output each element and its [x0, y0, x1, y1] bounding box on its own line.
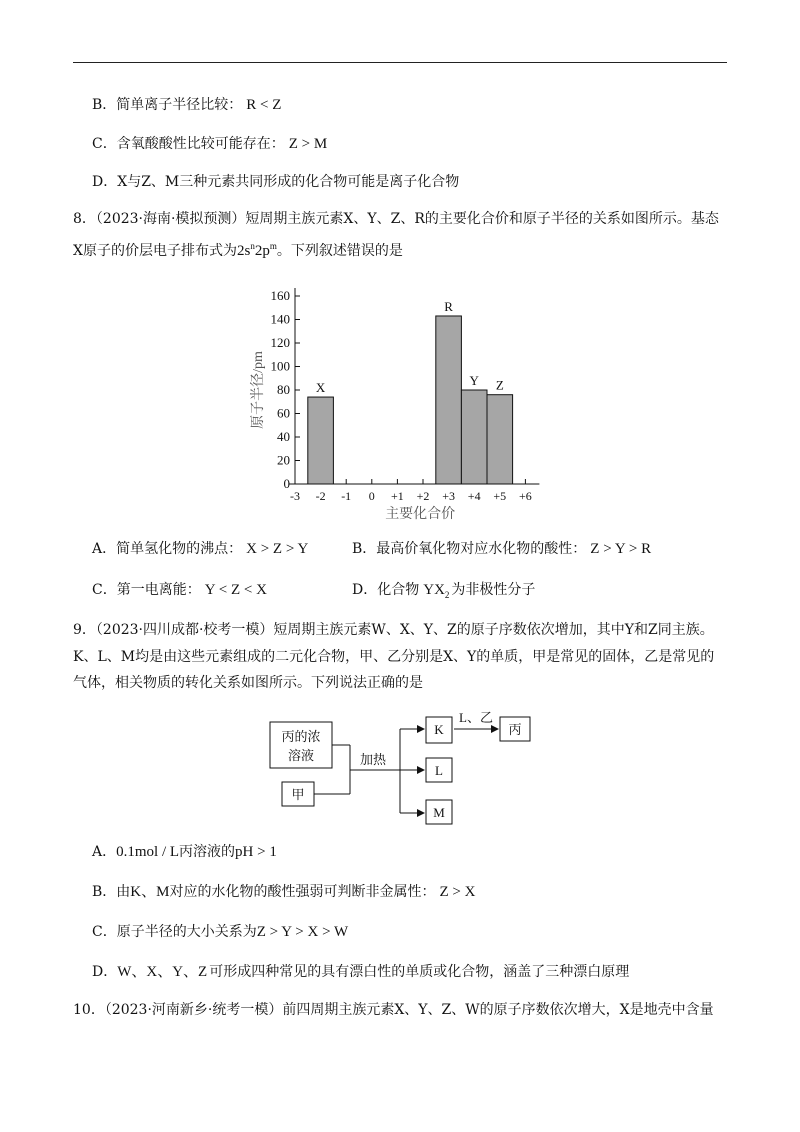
q9-option-c-label: C．原子半径的大小关系为	[92, 924, 257, 940]
q8-option-a-label: A．简单氢化物的沸点：	[92, 541, 243, 557]
q8-config	[237, 236, 277, 261]
q8-option-a	[92, 539, 308, 559]
y-tick-label: 80	[277, 382, 290, 397]
header-rule	[73, 62, 727, 63]
box-bing-label: 丙	[508, 722, 522, 737]
q8-option-c-math: Y < Z < X	[204, 582, 267, 598]
x-tick-label: +2	[416, 489, 430, 503]
x-tick-label: -3	[290, 489, 300, 503]
q8-option-c-label: C．第一电离能：	[92, 582, 201, 598]
q7-option-b-label: B．简单离子半径比较：	[92, 97, 243, 113]
q7-option-c-label: C．含氧酸酸性比较可能存在：	[92, 136, 285, 152]
q8-config-a: 2s	[236, 243, 251, 259]
y-axis-label: 原子半径/pm	[251, 351, 266, 429]
q8-option-d-formula	[423, 580, 449, 605]
q10-stem-line1: 10．（2023·河南新乡·统考一模）前四周期主族元素X、Y、Z、W的原子序数依次增大，X是地壳中含量	[73, 1002, 714, 1018]
q7-option-c	[92, 134, 327, 154]
q8-option-d-formula-main: YX	[423, 582, 445, 598]
y-tick-label: 0	[283, 476, 290, 491]
y-tick-label: 100	[270, 358, 290, 374]
q9-option-a-label: A．	[92, 844, 117, 860]
q7-option-d: D．X与Z、M三种元素共同形成的化合物可能是离子化合物	[92, 174, 460, 190]
q8-stem-line2a: X原子的价层电子排布式为	[73, 243, 237, 259]
heating-label: 加热	[359, 752, 387, 767]
y-tick-label: 20	[277, 452, 290, 468]
q8-option-b	[352, 539, 651, 559]
q9-option-b-mid: 对应的水化物的酸性强弱可判断非金属性：	[169, 884, 436, 900]
q8-stem-line2	[73, 236, 403, 261]
bar-Z	[487, 395, 513, 484]
q8-option-d-formula-sub: 2	[444, 590, 450, 600]
q8-option-d	[352, 580, 535, 605]
q9-option-b	[92, 882, 475, 902]
bar-R	[436, 316, 462, 484]
bar-label-R: R	[444, 298, 453, 314]
q8-option-d-label: D．化合物	[352, 582, 420, 598]
q7-option-b-math: R < Z	[246, 97, 282, 113]
bar-X	[308, 397, 334, 484]
box-l-label: L	[435, 763, 443, 778]
x-tick-label: -1	[341, 489, 352, 503]
valence-radius-chart	[240, 280, 550, 530]
q8-option-a-math: X > Z > Y	[246, 541, 309, 557]
x-axis-label: 主要化合价	[385, 507, 456, 522]
q9-option-c-math: Z > Y > X > W	[256, 924, 349, 940]
q9-option-b-label: B．由	[92, 884, 131, 900]
x-tick-label: +5	[493, 489, 507, 503]
q7-option-b	[92, 95, 281, 115]
box-jia-label: 甲	[291, 787, 305, 802]
arrow-label: L、乙	[459, 710, 493, 725]
y-tick-label: 60	[277, 405, 290, 421]
x-tick-label: +6	[519, 489, 532, 503]
box-concentrated-solution-line2: 溶液	[287, 748, 315, 763]
x-tick-label: 0	[368, 489, 375, 503]
q8-option-b-label: B．最高价氧化物对应水化物的酸性：	[352, 541, 587, 557]
q9-option-d-label: D．	[92, 964, 118, 980]
y-tick-label: 160	[270, 288, 290, 303]
q8-config-m: m	[269, 241, 277, 251]
q8-config-n: n	[250, 241, 255, 251]
q9-option-a-mid: 丙溶液的	[179, 844, 236, 860]
q8-stem-line2b: 。下列叙述错误的是	[276, 243, 403, 259]
conversion-diagram	[260, 702, 550, 827]
q9-option-a	[92, 842, 277, 862]
box-k-label: K	[434, 722, 444, 737]
y-tick-label: 40	[277, 429, 290, 444]
q8-option-b-math: Z > Y > R	[590, 541, 652, 557]
q9-option-d-suffix: 可形成四种常见的具有漂白性的单质或化合物，涵盖了三种漂白原理	[209, 964, 630, 980]
q9-option-a-math1: 0.1mol / L	[116, 844, 180, 860]
y-tick-label: 120	[270, 335, 290, 350]
bar-label-X: X	[315, 380, 326, 396]
q9-stem-line3: 气体，相关物质的转化关系如图所示。下列说法正确的是	[73, 675, 423, 691]
q7-option-c-math: Z > M	[288, 136, 328, 152]
q9-option-b-math2: Z > X	[439, 884, 476, 900]
box-m-label: M	[433, 805, 445, 820]
x-tick-label: +1	[391, 489, 404, 503]
q8-stem-line1: 8．（2023·海南·模拟预测）短周期主族元素X、Y、Z、R的主要化合价和原子半径的关系如图所示。基态	[73, 211, 719, 227]
q9-option-c	[92, 922, 348, 942]
x-tick-label: +4	[467, 489, 481, 503]
bar-label-Y: Y	[469, 373, 479, 388]
q8-config-b: 2p	[254, 243, 270, 259]
y-tick-label: 140	[270, 311, 290, 327]
x-tick-label: -2	[315, 489, 326, 503]
q9-option-d-math: W、X、Y、Z	[117, 964, 208, 980]
bar-label-Z: Z	[495, 377, 504, 393]
q9-option-d	[92, 962, 629, 982]
q8-option-c	[92, 580, 267, 600]
q9-stem-line1: 9．（2023·四川成都·校考一模）短周期主族元素W、X、Y、Z的原子序数依次增加，其中Y和Z同主族。	[73, 622, 714, 638]
q9-option-b-math1: K、M	[130, 884, 170, 900]
q9-option-a-math2: pH > 1	[235, 844, 277, 860]
bar-Y	[461, 390, 487, 484]
q8-option-d-suffix: 为非极性分子	[451, 582, 536, 598]
x-tick-label: +3	[442, 489, 455, 503]
box-concentrated-solution-line1: 丙的浓	[281, 729, 321, 744]
q9-stem-line2: K、L、M均是由这些元素组成的二元化合物，甲、乙分别是X、Y的单质，甲是常见的固体，乙是常见的	[73, 649, 715, 665]
